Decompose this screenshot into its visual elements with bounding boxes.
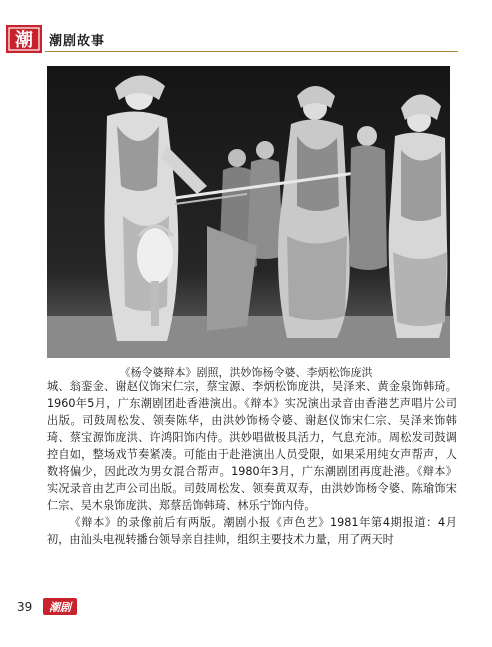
stage-photo [47,66,450,358]
article-paragraph: 《辩本》的录像前后有两版。潮剧小报《声色艺》1981年第4期报道：4月初，由汕头电视转播台领导亲自挂帅，组织主要技术力量，用了两天时 [47,516,457,546]
footer-logo [43,598,77,615]
footer-logo-text: 潮剧 [49,601,71,614]
section-title: 潮剧故事 [49,34,106,49]
magazine-logo-seal [4,24,44,54]
article-paragraph: 城、翁銮金、谢赵仪饰宋仁宗，蔡宝源、李炳松饰庞洪，吴泽来、黄金泉饰韩琦。1960年5月，广东潮剧团赴香港演出。《辩本》实况演出录音由香港艺声唱片公司出版。司鼓周松发、领奏陈华，由洪妙饰杨令婆、谢赵仪饰宋仁宗、吴泽来饰韩琦、蔡宝源饰庞洪、许鸿阳饰内侍。洪妙唱做极具活力，气息充沛。周松发司鼓调控自如，整场戏节奏紧凑。可能由于赴港演出人员受限，如果采用纯女声帮声，人数将偏少，因此改为男女混合帮声。1980年3月，广东潮剧团再度赴港。《辩本》实况录音由艺声公司出版。司鼓周松发、领奏黄双寿，由洪妙饰杨令婆、陈瑜饰宋仁宗、吴木泉饰庞洪、郑蔡岳饰韩琦、林乐宁饰内侍。 [47,380,457,512]
article-body [47,378,457,548]
logo-glyph: 潮 [15,30,33,51]
header-divider [45,51,458,52]
page-number: 39 [17,600,33,614]
photo-caption: 《杨令婆辩本》剧照，洪妙饰杨令婆、李炳松饰庞洪 [119,366,373,379]
